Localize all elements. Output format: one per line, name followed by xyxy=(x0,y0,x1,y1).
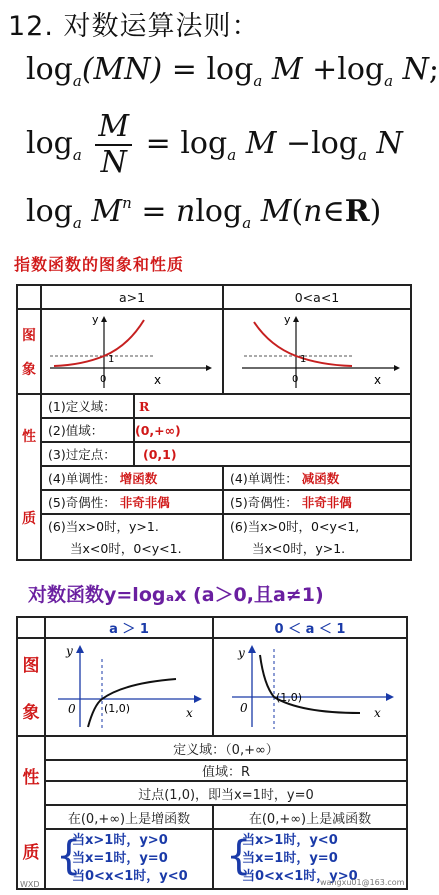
log-increasing-plot xyxy=(46,639,212,731)
exp-heading: 指数函数的图象和性质 xyxy=(14,255,185,274)
cases-left xyxy=(45,829,213,889)
svg-text:x: x xyxy=(374,373,382,387)
fraction: $\frac{M}{N}$ xyxy=(95,110,132,180)
sign-left-1: (6)当x>0时，y>1. xyxy=(41,514,223,537)
log-table xyxy=(16,616,408,890)
case-left-1: 当x>1时，y>0 xyxy=(72,833,168,848)
col-a-gt-1: a>1 xyxy=(41,285,223,309)
graph-label: 图 象 xyxy=(17,309,41,394)
case-right-2: 当x=1时，y=0 xyxy=(242,851,338,866)
fixed-point-row: 过点(1,0)，即当x=1时，y=0 xyxy=(45,781,407,805)
log-graph-increasing xyxy=(45,638,213,736)
svg-text:(1,0): (1,0) xyxy=(276,691,303,704)
case-right-1: 当x>1时，y<0 xyxy=(242,833,338,848)
watermark-right: wangxu01@163.com xyxy=(320,878,405,887)
exp-graph-decreasing xyxy=(223,309,411,394)
svg-text:1: 1 xyxy=(108,354,115,365)
range-label: (2)值域： xyxy=(41,418,134,442)
log-graph-decreasing xyxy=(213,638,407,736)
svg-text:y: y xyxy=(92,313,99,326)
range-value: (0,+∞) xyxy=(134,418,411,442)
col-a-lt-1: 0 ＜ a ＜ 1 xyxy=(213,617,407,638)
svg-text:(1,0): (1,0) xyxy=(104,702,131,715)
parity-left: (5)奇偶性： 非奇非偶 xyxy=(41,490,223,514)
graph-label: 图 象 xyxy=(17,638,45,736)
formula-power: $\log_a M^n = nlog_a$ M(n∈R) xyxy=(26,194,382,232)
svg-text:0: 0 xyxy=(68,702,76,716)
formula-quotient: $\log_a$ $\frac{M}{N}$ = $\log_a M -\log_a$ N xyxy=(26,109,403,180)
svg-text:y: y xyxy=(284,313,291,326)
domain-row: 定义域：（0,+∞） xyxy=(45,736,407,760)
case-left-3: 当0<x<1时，y<0 xyxy=(72,869,188,884)
log-heading: 对数函数y=logₐx (a＞0,且a≠1) xyxy=(28,584,324,606)
svg-text:y: y xyxy=(238,646,245,660)
log-decreasing-plot xyxy=(214,639,406,731)
section-title: 12. 对数运算法则： xyxy=(8,11,260,42)
sign-right-1: (6)当x>0时，0<y<1, xyxy=(223,514,411,537)
property-label: 性 质 xyxy=(17,736,45,889)
domain-value: R xyxy=(134,394,411,418)
svg-text:x: x xyxy=(154,373,162,387)
formula-product: $\log_a(MN) = \log_a M +\log_a$ N; xyxy=(26,52,439,90)
exp-table xyxy=(16,284,412,561)
col-a-lt-1: 0<a<1 xyxy=(223,285,411,309)
domain-label: (1)定义域： xyxy=(41,394,134,418)
parity-right: (5)奇偶性： 非奇非偶 xyxy=(223,490,411,514)
exp-decreasing-plot xyxy=(224,310,410,390)
exp-graph-increasing xyxy=(41,309,223,394)
watermark-left: WXD xyxy=(20,880,40,889)
range-row: 值域：R xyxy=(45,760,407,781)
brace-right: { xyxy=(226,833,252,879)
increasing-cell: 在(0,+∞)上是增函数 xyxy=(45,805,213,829)
fixed-point-label: (3)过定点： xyxy=(41,442,134,466)
svg-text:y: y xyxy=(66,644,73,658)
property-label: 性 质 xyxy=(17,394,41,560)
fixed-point-value: (0,1) xyxy=(134,442,411,466)
brace-left: { xyxy=(56,833,82,879)
exp-increasing-plot xyxy=(42,310,222,390)
col-a-gt-1: a ＞ 1 xyxy=(45,617,213,638)
case-left-2: 当x=1时，y=0 xyxy=(72,851,168,866)
svg-text:x: x xyxy=(186,706,193,720)
svg-text:0: 0 xyxy=(240,701,248,715)
case-right-3: 当0<x<1时，y>0 xyxy=(242,869,358,884)
sign-right-2: 当x<0时，y>1. xyxy=(223,537,411,560)
svg-text:1: 1 xyxy=(300,354,307,365)
corner-cell xyxy=(17,617,45,638)
svg-text:x: x xyxy=(374,706,381,720)
corner-cell xyxy=(17,285,41,309)
svg-text:0: 0 xyxy=(292,374,299,385)
sign-left-2: 当x<0时，0<y<1. xyxy=(41,537,223,560)
decreasing-cell: 在(0,+∞)上是减函数 xyxy=(213,805,407,829)
svg-text:0: 0 xyxy=(100,374,107,385)
monotonic-right: (4)单调性： 减函数 xyxy=(223,466,411,490)
monotonic-left: (4)单调性： 增函数 xyxy=(41,466,223,490)
